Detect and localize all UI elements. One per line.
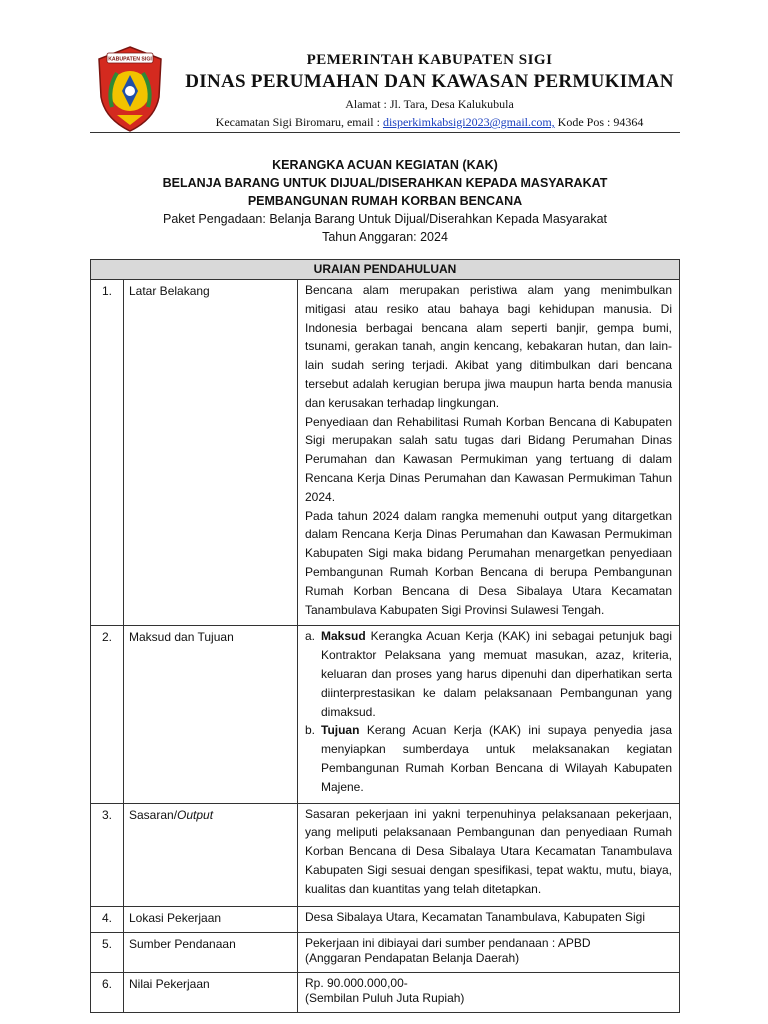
row-content (298, 626, 680, 803)
letterhead-address: Alamat : Jl. Tara, Desa Kalukubula (345, 97, 514, 111)
row-label: Maksud dan Tujuan (124, 626, 298, 803)
label-main: Sasaran/ (129, 807, 178, 822)
logo-text: KABUPATEN SIGI (108, 56, 152, 63)
table-row (91, 973, 680, 1013)
table-header: URAIAN PENDAHULUAN (91, 260, 680, 280)
doc-subtitle: BELANJA BARANG UNTUK DIJUAL/DISERAHKAN KEPADA MASYARAKAT (162, 176, 608, 190)
list-item (305, 721, 672, 796)
list-text: Kerang Acuan Kerja (KAK) ini supaya penyedia jasa menyiapkan sumberdaya untuk melaksanakan kegiatan Pembangunan Rumah Korban Bencana di Wilayah Kabupaten Majene. (321, 723, 672, 794)
row-label: Nilai Pekerjaan (124, 973, 298, 1013)
table-row (91, 280, 680, 626)
doc-title: KERANGKA ACUAN KEGIATAN (KAK) (272, 158, 498, 172)
row-label (124, 803, 298, 906)
letterhead-agency: DINAS PERUMAHAN DAN KAWASAN PERMUKIMAN (185, 71, 674, 92)
document-title-block (90, 156, 680, 246)
list-item (305, 627, 672, 721)
kabupaten-sigi-logo (95, 45, 165, 133)
row-content: Sasaran pekerjaan ini yakni terpenuhinya pelaksanaan pekerjaan, yang meliputi pelaksanaan Pembangunan dan penyediaan Rumah Korban Bencana di Desa Sibalaya Utara Kecamatan Tanambulava Kabupaten Sigi sesuai dengan spesifikasi, tepat waktu, mutu, biaya, kualitas dan kuantitas yang telah ditetapkan. (298, 803, 680, 906)
list-text: Kerangka Acuan Kerja (KAK) ini sebagai petunjuk bagi Kontraktor Pelaksana yang memuat masukan, azaz, kriteria, keluaran dan proses yang harus dipenuhi dan diperhatikan serta diinterprestasikan ke dalam pelaksanaan Pembangunan yang dimaksud. (321, 629, 672, 719)
list-term: Tujuan (321, 723, 360, 738)
list-marker: b. (305, 723, 316, 738)
row-number: 1. (91, 280, 124, 626)
letterhead-contact (182, 115, 677, 130)
contract-value-words: (Sembilan Puluh Juta Rupiah) (305, 991, 465, 1006)
contact-prefix: Kecamatan Sigi Biromaru, email : (215, 115, 383, 129)
row-number: 6. (91, 973, 124, 1013)
row-content: Desa Sibalaya Utara, Kecamatan Tanambulava, Kabupaten Sigi (298, 906, 680, 933)
fiscal-year: Tahun Anggaran: 2024 (322, 230, 448, 244)
funding-source: Pekerjaan ini dibiayai dari sumber pendanaan : APBD (305, 936, 591, 951)
list-term: Maksud (321, 629, 366, 644)
list-marker: a. (305, 629, 316, 644)
row-label: Sumber Pendanaan (124, 933, 298, 973)
postcode: Kode Pos : 94364 (554, 115, 644, 129)
row-number: 5. (91, 933, 124, 973)
row-content (298, 933, 680, 973)
row-label: Latar Belakang (124, 280, 298, 626)
row-content (298, 280, 680, 626)
table-row (91, 933, 680, 973)
email-link[interactable]: disperkimkabsigi2023@gmail.com, (382, 115, 555, 129)
kak-table (90, 259, 680, 1013)
row-number: 3. (91, 803, 124, 906)
table-row (91, 803, 680, 906)
row-content (298, 973, 680, 1013)
background-paragraph: Bencana alam merupakan peristiwa alam yang menimbulkan mitigasi atau resiko atau bahaya bagi kehidupan manusia. Di Indonesia berbagai bencana alam seperti banjir, gempa bumi, tsunami, gerakan tanah, angin kencang, kebakaran hutan, dan lain-lain sudah sering terjadi. Akibat yang ditimbulkan dari bencana tersebut adalah kerugian berupa jiwa maupun harta benda manusia dan kerusakan terhadap lingkungan. (305, 283, 672, 410)
letterhead (90, 45, 680, 135)
row-number: 4. (91, 906, 124, 933)
row-label: Lokasi Pekerjaan (124, 906, 298, 933)
letterhead-divider (90, 132, 680, 133)
background-paragraph: Penyediaan dan Rehabilitasi Rumah Korban Bencana di Kabupaten Sigi merupakan salah satu tugas dari Bidang Perumahan Dinas Perumahan dan Kawasan Permukiman yang tertuang di dalam Rencana Kerja Dinas Perumahan dan Kawasan Permukiman Tahun 2024. (305, 414, 672, 504)
contract-value: Rp. 90.000.000,00- (305, 976, 408, 991)
table-row (91, 906, 680, 933)
doc-program: PEMBANGUNAN RUMAH KORBAN BENCANA (247, 194, 523, 208)
label-italic: Output (177, 807, 214, 822)
letterhead-government: PEMERINTAH KABUPATEN SIGI (306, 52, 553, 68)
background-paragraph: Pada tahun 2024 dalam rangka memenuhi output yang ditargetkan dalam Rencana Kerja Dinas Perumahan dan Kawasan Permukiman Kabupaten Sigi maka bidang Perumahan menargetkan penyediaan Pembangunan Rumah Korban Bencana di berupa Pembangunan Rumah Korban Bencana di Desa Sibalaya Utara Kecamatan Tanambulava Kabupaten Sigi Provinsi Sulawesi Tengah. (305, 508, 672, 617)
procurement-package: Paket Pengadaan: Belanja Barang Untuk Dijual/Diserahkan Kepada Masyarakat (162, 212, 608, 226)
row-number: 2. (91, 626, 124, 803)
table-row (91, 626, 680, 803)
funding-source-note: (Anggaran Pendapatan Belanja Daerah) (305, 951, 520, 966)
